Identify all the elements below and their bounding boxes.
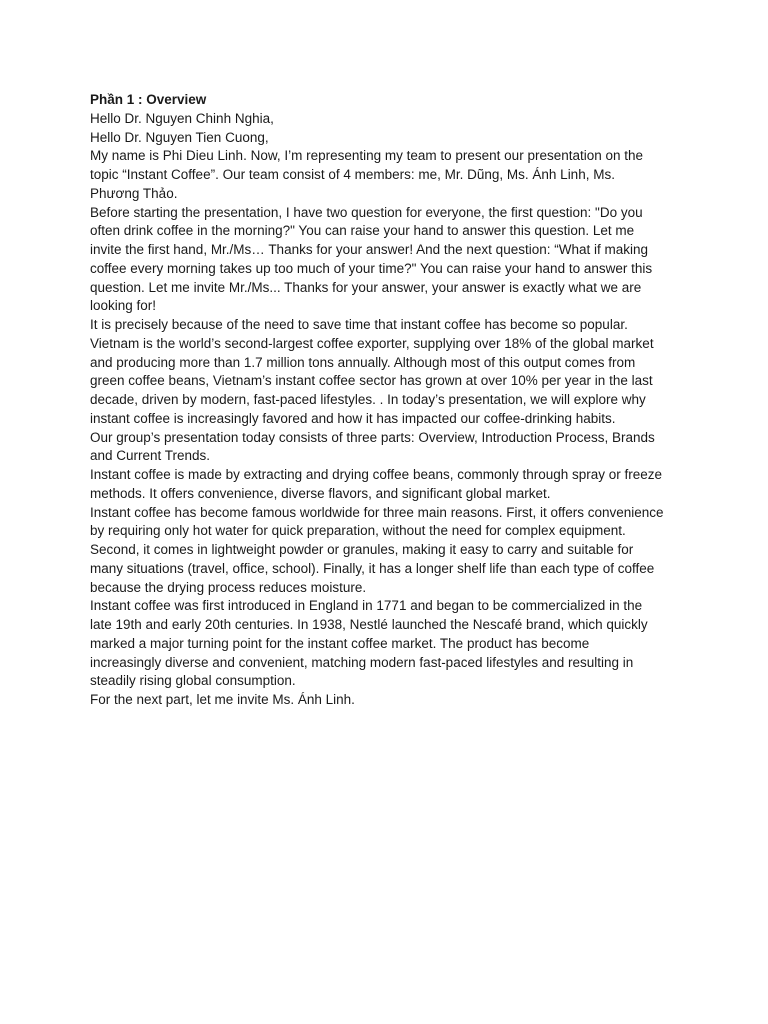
text-line: and Current Trends. (90, 448, 211, 464)
paragraph-handoff (90, 691, 690, 710)
text-line: instant coffee is increasingly favored and how it has impacted our coffee-drinking habits. (90, 410, 616, 426)
paragraph-definition (90, 466, 690, 504)
text-line: It is precisely because of the need to save time that instant coffee has become so popular. (90, 317, 628, 332)
paragraph-history (90, 597, 690, 691)
text-line: coffee every morning takes up too much of your time?" You can raise your hand to answer this (90, 260, 653, 276)
text-line: Before starting the presentation, I have two question for everyone, the first question: "Do you (90, 204, 643, 220)
text-line: marked a major turning point for the instant coffee market. The product has become (90, 635, 590, 651)
text-line: many situations (travel, office, school). Finally, it has a longer shelf life than each type of coffee (90, 560, 655, 576)
text-line: because the drying process reduces moisture. (90, 579, 367, 595)
text-line: increasingly diverse and convenient, matching modern fast-paced lifestyles and resulting in (90, 654, 634, 670)
text-line: often drink coffee in the morning?" You can raise your hand to answer this question. Let me (90, 223, 635, 239)
text-line: For the next part, let me invite Ms. Ánh Linh. (90, 692, 355, 707)
text-line: decade, driven by modern, fast-paced lifestyles. . In today’s presentation, we will explore why (90, 392, 646, 407)
text-line: Instant coffee was first introduced in England in 1771 and began to be commercialized in the (90, 598, 643, 614)
greeting-line: Hello Dr. Nguyen Chinh Nghia, (90, 110, 274, 126)
text-line: methods. It offers convenience, diverse flavors, and significant global market. (90, 485, 551, 501)
text-line: Second, it comes in lightweight powder or granules, making it easy to carry and suitable for (90, 542, 634, 557)
paragraph-questions (90, 204, 690, 317)
text-line: green coffee beans, Vietnam’s instant coffee sector has grown at over 10% per year in the last (90, 373, 653, 389)
paragraph-introduction (90, 147, 690, 203)
text-line: and producing more than 1.7 million tons annually. Although most of this output comes from (90, 354, 636, 370)
text-line: late 19th and early 20th centuries. In 1938, Nestlé launched the Nescafé brand, which quickly (90, 617, 648, 632)
text-line: steadily rising global consumption. (90, 673, 296, 689)
text-line: Our group’s presentation today consists of three parts: Overview, Introduction Process, Brands (90, 429, 655, 445)
text-line: topic “Instant Coffee”. Our team consist of 4 members: me, Mr. Dũng, Ms. Ánh Linh, Ms. (90, 167, 615, 182)
greeting-line: Hello Dr. Nguyen Tien Cuong, (90, 129, 269, 145)
text-line: Instant coffee has become famous worldwide for three main reasons. First, it offers convenience (90, 504, 664, 520)
text-line: looking for! (90, 298, 157, 314)
text-line: My name is Phi Dieu Linh. Now, I’m representing my team to present our presentation on the (90, 148, 644, 164)
text-line: question. Let me invite Mr./Ms... Thanks for your answer, your answer is exactly what we are (90, 279, 642, 295)
paragraph-reasons (90, 504, 690, 598)
text-line: invite the first hand, Mr./Ms… Thanks for your answer! And the next question: “What if making (90, 242, 649, 257)
paragraph-market-context (90, 316, 690, 429)
paragraph-agenda (90, 429, 690, 467)
text-line: by requiring only hot water for quick preparation, without the need for complex equipment. (90, 523, 626, 539)
text-line: Instant coffee is made by extracting and drying coffee beans, commonly through spray or freeze (90, 467, 663, 482)
text-line: Phương Thảo. (90, 185, 178, 201)
text-line: Vietnam is the world’s second-largest coffee exporter, supplying over 18% of the global market (90, 335, 654, 351)
document-page (90, 91, 690, 710)
section-heading: Phần 1 : Overview (90, 92, 207, 107)
